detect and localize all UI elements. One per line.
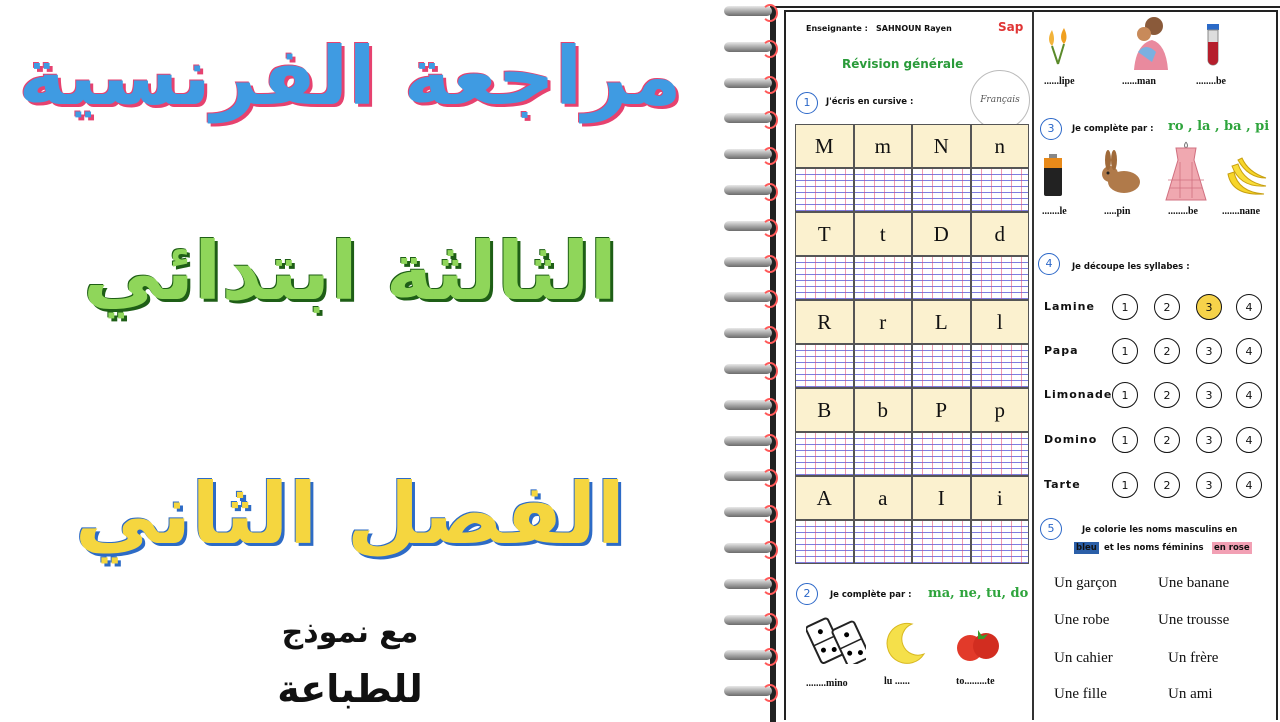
letter-cell: P [912, 388, 971, 432]
syllable-choice[interactable]: 4 [1236, 427, 1262, 453]
writing-cell[interactable] [854, 256, 913, 300]
writing-cell[interactable] [854, 344, 913, 388]
spiral-ring [724, 436, 772, 446]
writing-cell[interactable] [912, 344, 971, 388]
top-item-2: ......man [1122, 76, 1156, 87]
spiral-ring [724, 400, 772, 410]
writing-cell[interactable] [971, 344, 1030, 388]
letter-cell: N [912, 124, 971, 168]
s2-item-2: lu ...... [884, 676, 910, 687]
section-4-number: 4 [1038, 253, 1060, 275]
teacher-name: SAHNOUN Rayen [876, 24, 952, 33]
syllable-choice[interactable]: 3 [1196, 382, 1222, 408]
writing-row [795, 344, 1029, 388]
syllable-row [1036, 382, 1271, 412]
logo [970, 70, 1030, 130]
letter-row [795, 212, 1029, 256]
letter-cell: n [971, 124, 1030, 168]
section-5-title-a: Je colorie les noms masculins en [1082, 525, 1238, 535]
noun-item[interactable]: Un ami [1168, 686, 1213, 702]
writing-row [795, 432, 1029, 476]
cursive-grid [795, 124, 1029, 564]
letter-cell: l [971, 300, 1030, 344]
subtitle-line-1: مع نموذج [281, 615, 419, 650]
spiral-ring [724, 113, 772, 123]
spiral-binding [718, 0, 778, 720]
spiral-ring [724, 6, 772, 16]
letter-row [795, 388, 1029, 432]
teacher-label: Enseignante : [806, 24, 868, 33]
syllable-choice[interactable]: 3 [1196, 338, 1222, 364]
letter-cell: i [971, 476, 1030, 520]
tulip-icon [1042, 24, 1078, 68]
mother-child-icon [1124, 12, 1172, 70]
test-tube-icon [1200, 20, 1226, 70]
letter-cell: p [971, 388, 1030, 432]
letter-cell: T [795, 212, 854, 256]
column-divider [1032, 10, 1034, 720]
spiral-ring [724, 221, 772, 231]
writing-cell[interactable] [971, 256, 1030, 300]
syllable-row [1036, 472, 1271, 502]
worksheet-title: Révision générale [842, 57, 964, 71]
letter-cell: B [795, 388, 854, 432]
section-5-title-b: et les noms féminins [1104, 543, 1204, 553]
spiral-ring [724, 292, 772, 302]
s3-item-3: ........be [1168, 206, 1198, 217]
banana-icon [1222, 154, 1270, 200]
writing-cell[interactable] [795, 168, 854, 212]
syllable-choice[interactable]: 1 [1112, 427, 1138, 453]
letter-row [795, 476, 1029, 520]
section-2-options: ma, ne, tu, do [928, 586, 1029, 601]
spiral-ring [724, 364, 772, 374]
syllable-choice[interactable]: 1 [1112, 472, 1138, 498]
spiral-ring [724, 149, 772, 159]
writing-cell[interactable] [854, 168, 913, 212]
writing-cell[interactable] [971, 520, 1030, 564]
spiral-ring [724, 328, 772, 338]
title-line-1: مراجعة الفرنسية [18, 30, 682, 123]
spiral-ring [724, 471, 772, 481]
writing-cell[interactable] [912, 168, 971, 212]
letter-cell: A [795, 476, 854, 520]
badge: Sap [998, 20, 1024, 34]
syllable-choice[interactable]: 2 [1154, 338, 1180, 364]
syllable-choice[interactable]: 2 [1154, 382, 1180, 408]
blue-word: bleu [1076, 543, 1097, 553]
writing-cell[interactable] [971, 432, 1030, 476]
noun-item[interactable]: Un frère [1168, 650, 1219, 666]
syllable-choice[interactable]: 1 [1112, 294, 1138, 320]
writing-cell[interactable] [971, 168, 1030, 212]
spiral-ring [724, 686, 772, 696]
syllable-choice[interactable]: 2 [1154, 472, 1180, 498]
noun-item[interactable]: Une banane [1158, 575, 1230, 591]
syllable-choice[interactable]: 1 [1112, 382, 1138, 408]
domino-icon [806, 614, 866, 664]
letter-cell: m [854, 124, 913, 168]
noun-item[interactable]: Une trousse [1158, 612, 1230, 628]
writing-row [795, 256, 1029, 300]
syllable-choice[interactable]: 1 [1112, 338, 1138, 364]
letter-cell: a [854, 476, 913, 520]
title-line-2: الثالثة ابتدائي [83, 225, 617, 318]
tomato-icon [954, 624, 1002, 666]
s2-item-1: ........mino [806, 678, 848, 689]
syllable-choice[interactable]: 3 [1196, 427, 1222, 453]
s3-item-2: .....pin [1104, 206, 1131, 217]
pink-word: en rose [1214, 543, 1250, 553]
syllable-row [1036, 427, 1271, 457]
battery-icon [1040, 152, 1066, 198]
syllable-choice[interactable]: 3 [1196, 472, 1222, 498]
top-item-1: ......lipe [1044, 76, 1075, 87]
spiral-ring [724, 650, 772, 660]
noun-item[interactable]: Une fille [1054, 686, 1107, 702]
writing-cell[interactable] [795, 520, 854, 564]
writing-cell[interactable] [795, 432, 854, 476]
syllable-choice[interactable]: 2 [1154, 427, 1180, 453]
title-line-3: الفصل الثاني [74, 465, 626, 563]
syllable-choice[interactable]: 4 [1236, 338, 1262, 364]
spiral-ring [724, 257, 772, 267]
spiral-ring [724, 185, 772, 195]
spiral-ring [724, 615, 772, 625]
spiral-ring [724, 42, 772, 52]
section-1-title: J'écris en cursive : [826, 97, 914, 107]
section-4-title: Je découpe les syllabes : [1072, 262, 1190, 272]
syllable-word: Papa [1044, 344, 1079, 357]
syllable-row [1036, 294, 1271, 324]
dress-icon [1162, 140, 1210, 202]
section-1-number: 1 [796, 92, 818, 114]
syllable-word: Tarte [1044, 478, 1081, 491]
syllable-choice[interactable]: 3 [1196, 294, 1222, 320]
subtitle-line-2: للطباعة [277, 667, 423, 711]
section-3-number: 3 [1040, 118, 1062, 140]
syllable-word: Lamine [1044, 300, 1095, 313]
section-2-number: 2 [796, 583, 818, 605]
s3-item-4: .......nane [1222, 206, 1261, 217]
letter-cell: I [912, 476, 971, 520]
syllable-word: Limonade [1044, 388, 1113, 401]
section-3-options: ro , la , ba , pi [1168, 119, 1270, 134]
syllable-word: Domino [1044, 433, 1098, 446]
writing-cell[interactable] [854, 520, 913, 564]
letter-cell: R [795, 300, 854, 344]
letter-cell: t [854, 212, 913, 256]
letter-cell: b [854, 388, 913, 432]
s2-item-3: to.........te [956, 676, 995, 687]
writing-cell[interactable] [912, 432, 971, 476]
letter-cell: D [912, 212, 971, 256]
syllable-choice[interactable]: 4 [1236, 472, 1262, 498]
writing-cell[interactable] [912, 256, 971, 300]
noun-item[interactable]: Une robe [1054, 612, 1110, 628]
noun-item[interactable]: Un garçon [1054, 575, 1117, 591]
moon-icon [882, 620, 928, 666]
logo-text: Français [980, 95, 1020, 105]
spiral-ring [724, 507, 772, 517]
writing-row [795, 168, 1029, 212]
syllable-row [1036, 338, 1271, 368]
writing-cell[interactable] [854, 432, 913, 476]
letter-cell: d [971, 212, 1030, 256]
letter-cell: M [795, 124, 854, 168]
syllable-choice[interactable]: 2 [1154, 294, 1180, 320]
writing-cell[interactable] [795, 344, 854, 388]
top-item-3: ........be [1196, 76, 1226, 87]
noun-item[interactable]: Un cahier [1054, 650, 1113, 666]
letter-cell: r [854, 300, 913, 344]
writing-cell[interactable] [912, 520, 971, 564]
spiral-ring [724, 579, 772, 589]
s3-item-1: .......le [1042, 206, 1067, 217]
writing-row [795, 520, 1029, 564]
rabbit-icon [1098, 150, 1144, 196]
section-3-title: Je complète par : [1072, 124, 1154, 134]
writing-cell[interactable] [795, 256, 854, 300]
spiral-ring [724, 78, 772, 88]
letter-cell: L [912, 300, 971, 344]
syllable-choice[interactable]: 4 [1236, 294, 1262, 320]
spiral-ring [724, 543, 772, 553]
syllable-choice[interactable]: 4 [1236, 382, 1262, 408]
letter-row [795, 300, 1029, 344]
section-5-number: 5 [1040, 518, 1062, 540]
section-2-title: Je complète par : [830, 590, 912, 600]
letter-row [795, 124, 1029, 168]
